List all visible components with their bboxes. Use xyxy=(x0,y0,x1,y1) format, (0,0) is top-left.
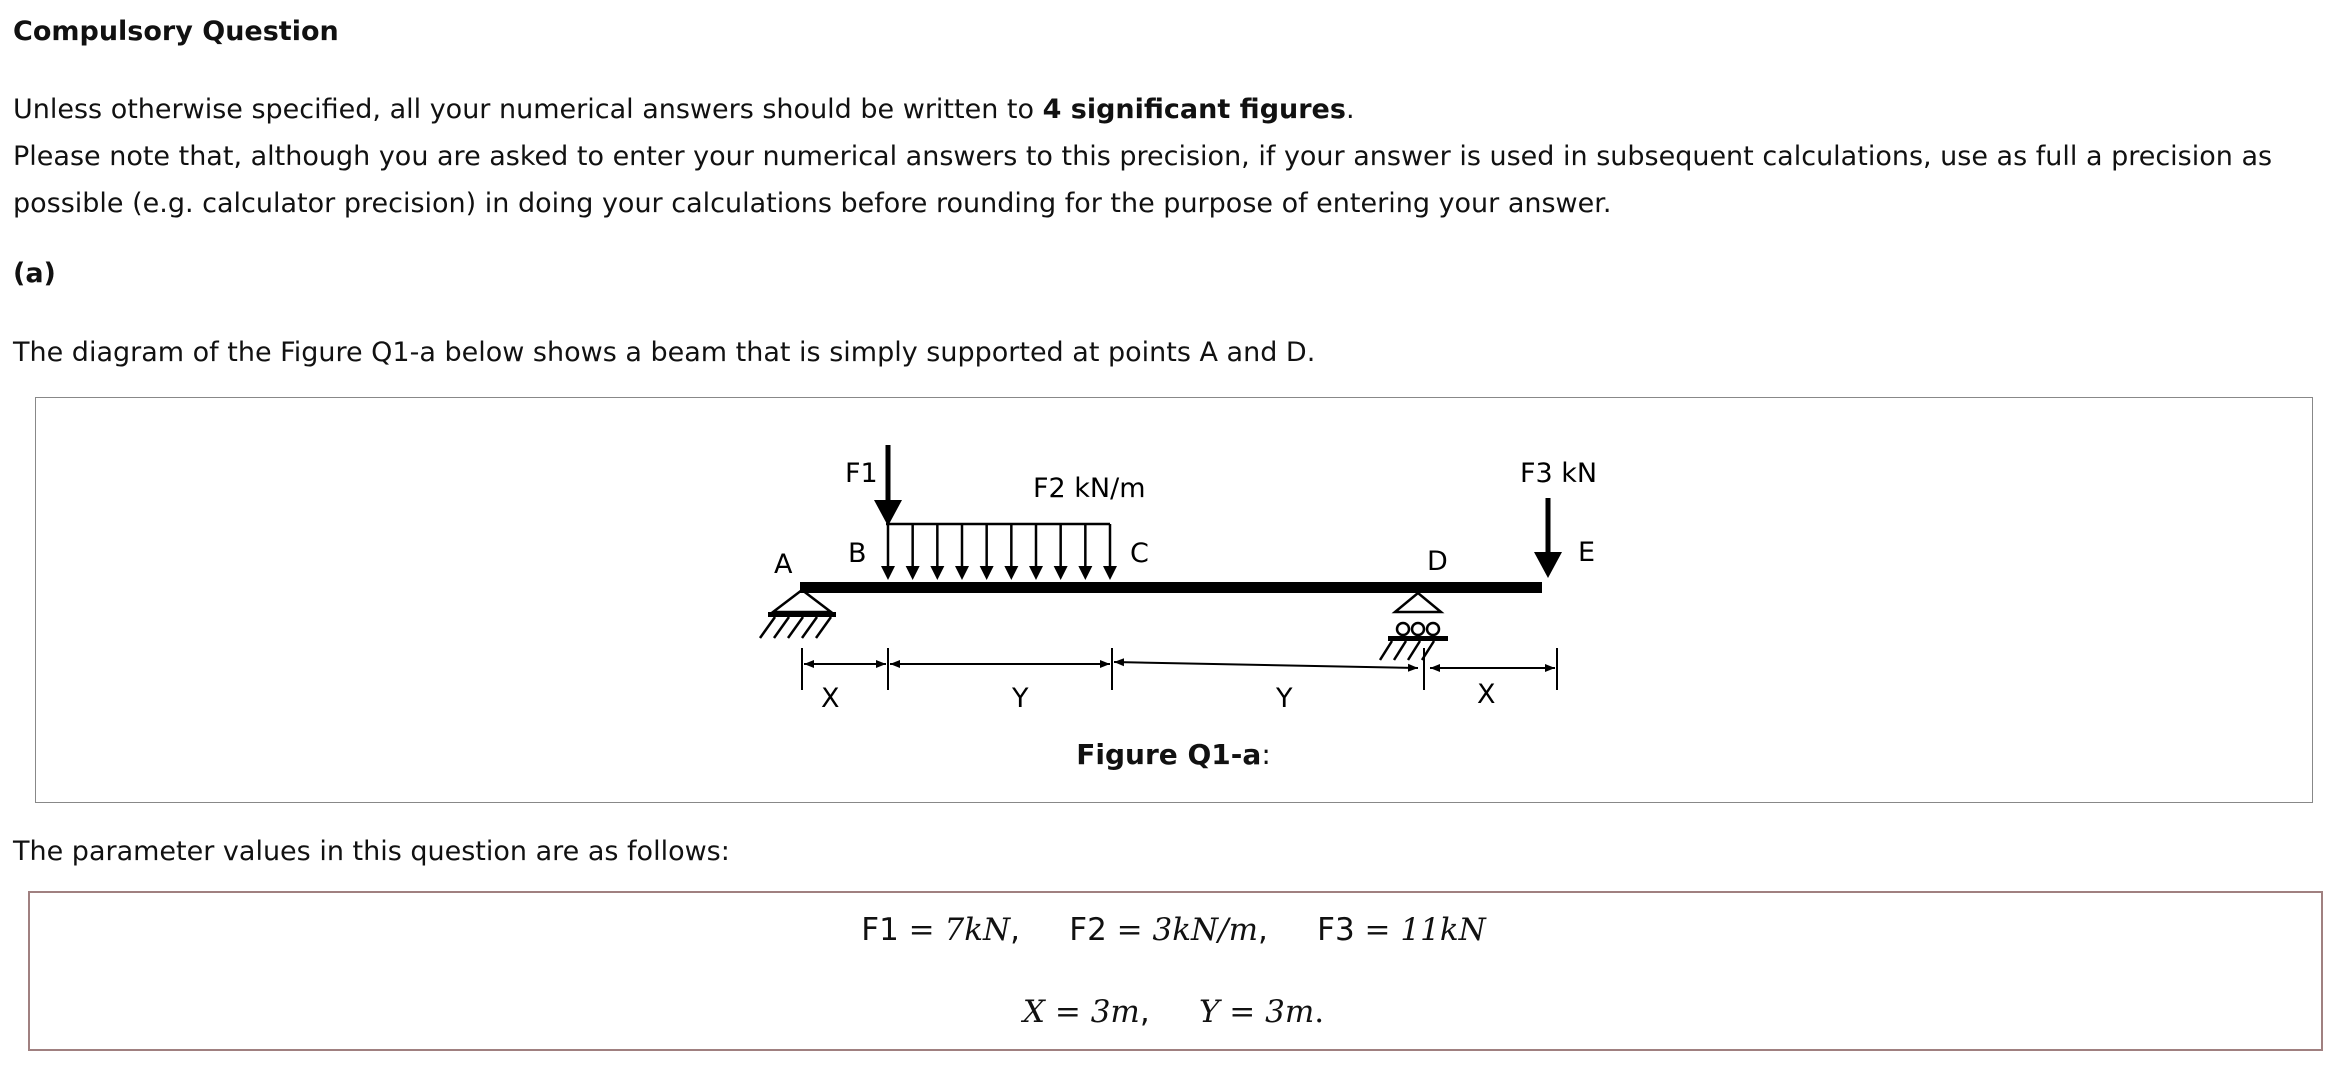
instruction-emphasis: 4 significant figures xyxy=(1042,94,1346,125)
udl-arrow-head xyxy=(1004,566,1018,580)
dimension-label-x-right: X xyxy=(1477,679,1496,710)
figure-caption xyxy=(0,738,2347,771)
param-f2-name: F2 xyxy=(1069,912,1107,948)
dimension-arrows xyxy=(804,662,1555,668)
pin-support-a xyxy=(760,590,836,638)
part-description: The diagram of the Figure Q1-a below shows a beam that is simply supported at points A and D. xyxy=(13,337,1316,368)
label-c: C xyxy=(1130,538,1149,569)
udl-arrow-head xyxy=(955,566,969,580)
length-parameters: X = 3m, Y = 3m. xyxy=(1022,994,1325,1030)
label-f2: F2 kN/m xyxy=(1033,473,1146,504)
figure-caption-text: Figure Q1-a xyxy=(1076,738,1262,771)
label-a: A xyxy=(774,549,793,580)
roller-support-d xyxy=(1380,593,1448,660)
label-f1: F1 xyxy=(845,458,878,489)
udl-arrow-head xyxy=(1078,566,1092,580)
precision-note: Please note that, although you are asked to enter your numerical answers to this precision, if your answer is used in subsequent calculations, use as full a precision as possible (e.g. calculator precision) in doing your calculations before rounding for the purpose of entering your answer. xyxy=(13,141,2273,219)
label-f3: F3 kN xyxy=(1520,458,1598,489)
label-e: E xyxy=(1578,537,1596,568)
dimension-label-y-right: Y xyxy=(1276,683,1293,714)
param-y-value: 3m xyxy=(1265,994,1315,1030)
force-parameters: F1 = 7kN, F2 = 3kN/m, F3 = 11kN xyxy=(861,912,1486,948)
parameters-intro: The parameter values in this question are as follows: xyxy=(13,836,730,867)
udl-arrows xyxy=(881,524,1117,580)
label-d: D xyxy=(1427,546,1448,577)
question-heading: Compulsory Question xyxy=(13,16,339,47)
udl-arrow-head xyxy=(930,566,944,580)
param-x-name: X xyxy=(1022,994,1045,1030)
udl-arrow-head xyxy=(1054,566,1068,580)
udl-arrow-head xyxy=(1103,566,1117,580)
instruction-period: . xyxy=(1345,94,1355,125)
f1-arrow xyxy=(874,445,902,526)
param-y-name: Y xyxy=(1198,994,1220,1030)
udl-arrow-head xyxy=(881,566,895,580)
part-label: (a) xyxy=(13,258,56,289)
param-f1-value: 7kN xyxy=(944,912,1011,948)
udl-arrow-head xyxy=(906,566,920,580)
f3-arrow xyxy=(1534,498,1562,578)
param-f3-value: 11kN xyxy=(1400,912,1486,948)
instruction-text: Unless otherwise specified, all your numerical answers should be written to xyxy=(13,94,1043,125)
param-f2-value: 3kN/m xyxy=(1152,912,1258,948)
param-x-value: 3m xyxy=(1090,994,1140,1030)
figure-caption-colon: : xyxy=(1261,738,1271,771)
label-b: B xyxy=(848,538,867,569)
beam xyxy=(800,582,1542,593)
udl-arrow-head xyxy=(980,566,994,580)
udl-arrow-head xyxy=(1029,566,1043,580)
dimension-label-y-left: Y xyxy=(1012,683,1029,714)
param-f1-name: F1 xyxy=(861,912,899,948)
dimension-label-x-left: X xyxy=(821,683,840,714)
param-f3-name: F3 xyxy=(1317,912,1355,948)
